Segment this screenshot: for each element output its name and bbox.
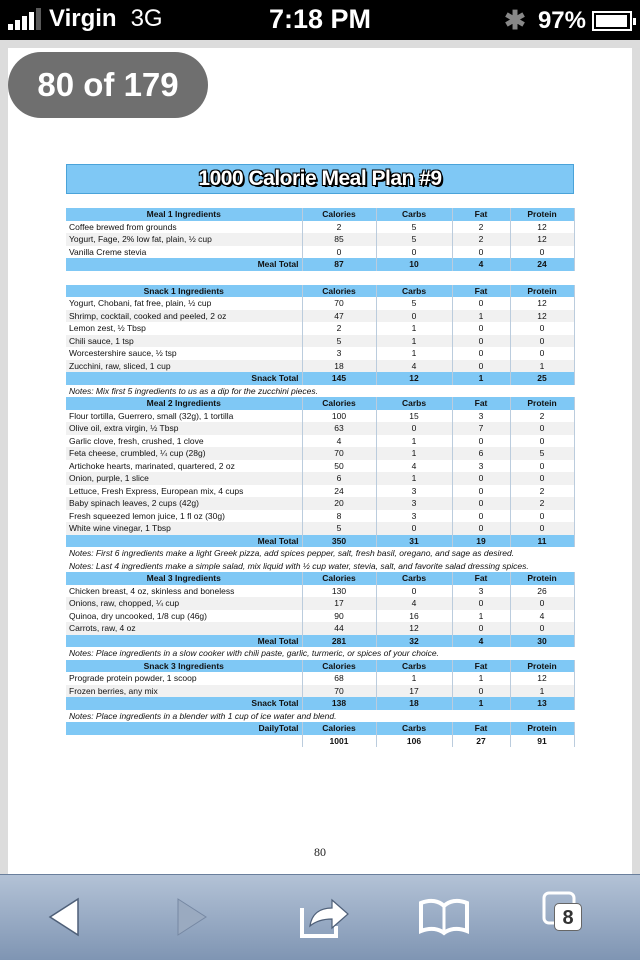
section-header: Snack 1 Ingredients xyxy=(66,285,302,298)
ingredient-name: Prograde protein powder, 1 scoop xyxy=(66,672,302,685)
protein-cell: 12 xyxy=(510,233,574,246)
fat-cell: 0 xyxy=(452,297,510,310)
ingredient-row xyxy=(66,472,574,485)
section-header-row xyxy=(66,208,574,221)
empty-cell xyxy=(66,735,302,748)
column-header: Fat xyxy=(452,285,510,298)
tabs-count: 8 xyxy=(554,903,582,931)
total-fat: 4 xyxy=(452,258,510,271)
carbs-cell: 0 xyxy=(376,310,452,323)
calories-cell: 5 xyxy=(302,335,376,348)
daily-protein: 91 xyxy=(510,735,574,748)
ingredient-name: Vanilla Creme stevia xyxy=(66,246,302,259)
total-protein: 11 xyxy=(510,535,574,548)
calories-cell: 100 xyxy=(302,410,376,423)
total-label: Meal Total xyxy=(66,535,302,548)
notes-text: Notes: Last 4 ingredients make a simple salad, mix liquid with ½ cup water, stevia, salt, and favorite salad dressing spices. xyxy=(69,560,529,571)
browser-toolbar xyxy=(0,874,640,960)
calories-cell: 2 xyxy=(302,221,376,234)
carbs-cell: 1 xyxy=(376,322,452,335)
protein-cell: 0 xyxy=(510,422,574,435)
carbs-cell: 0 xyxy=(376,585,452,598)
column-header: Protein xyxy=(510,285,574,298)
ingredient-row xyxy=(66,360,574,373)
column-header: Fat xyxy=(452,660,510,673)
fat-cell: 2 xyxy=(452,221,510,234)
total-protein: 25 xyxy=(510,372,574,385)
total-calories: 350 xyxy=(302,535,376,548)
calories-cell: 50 xyxy=(302,460,376,473)
daily-fat: 27 xyxy=(452,735,510,748)
calories-cell: 85 xyxy=(302,233,376,246)
ingredient-row xyxy=(66,310,574,323)
total-row xyxy=(66,635,574,648)
ingredient-name: Coffee brewed from grounds xyxy=(66,221,302,234)
protein-cell: 0 xyxy=(510,472,574,485)
column-header: Calories xyxy=(302,572,376,585)
total-carbs: 31 xyxy=(376,535,452,548)
protein-cell: 0 xyxy=(510,460,574,473)
protein-cell: 0 xyxy=(510,347,574,360)
back-arrow-icon xyxy=(46,897,82,937)
fat-cell: 2 xyxy=(452,233,510,246)
fat-cell: 0 xyxy=(452,435,510,448)
protein-cell: 2 xyxy=(510,497,574,510)
ingredient-row xyxy=(66,221,574,234)
carbs-cell: 0 xyxy=(376,246,452,259)
fat-cell: 0 xyxy=(452,360,510,373)
column-header: Carbs xyxy=(376,572,452,585)
ingredient-row xyxy=(66,622,574,635)
calories-cell: 70 xyxy=(302,447,376,460)
total-row xyxy=(66,697,574,710)
carbs-cell: 1 xyxy=(376,472,452,485)
total-row xyxy=(66,258,574,271)
protein-cell: 4 xyxy=(510,610,574,623)
notes-text: Notes: First 6 ingredients make a light Greek pizza, add spices pepper, salt, fresh basil, oregano, and sage as desired. xyxy=(69,548,515,559)
fat-cell: 1 xyxy=(452,672,510,685)
ingredient-row xyxy=(66,597,574,610)
ingredient-row xyxy=(66,335,574,348)
calories-cell: 8 xyxy=(302,510,376,523)
column-header: Fat xyxy=(452,572,510,585)
fat-cell: 0 xyxy=(452,522,510,535)
notes-text: Notes: Place ingredients in a blender with 1 cup of ice water and blend. xyxy=(69,710,337,721)
forward-button[interactable] xyxy=(162,889,222,945)
notes-row xyxy=(66,385,574,398)
ingredient-name: Artichoke hearts, marinated, quartered, 2 oz xyxy=(66,460,302,473)
carbs-cell: 4 xyxy=(376,460,452,473)
protein-cell: 0 xyxy=(510,335,574,348)
total-protein: 13 xyxy=(510,697,574,710)
column-header: Carbs xyxy=(376,208,452,221)
ingredient-row xyxy=(66,610,574,623)
ingredient-row xyxy=(66,510,574,523)
battery-info xyxy=(504,5,632,36)
column-header: Carbs xyxy=(376,397,452,410)
protein-cell: 5 xyxy=(510,447,574,460)
ingredient-name: Carrots, raw, 4 oz xyxy=(66,622,302,635)
calories-cell: 47 xyxy=(302,310,376,323)
ingredient-name: Shrimp, cocktail, cooked and peeled, 2 oz xyxy=(66,310,302,323)
section-header-row xyxy=(66,285,574,298)
column-header: Protein xyxy=(510,660,574,673)
ingredient-row xyxy=(66,246,574,259)
total-fat: 19 xyxy=(452,535,510,548)
protein-cell: 12 xyxy=(510,297,574,310)
protein-cell: 26 xyxy=(510,585,574,598)
network-type: 3G xyxy=(130,5,163,32)
total-protein: 24 xyxy=(510,258,574,271)
spacer-cell xyxy=(66,271,574,285)
fat-cell: 3 xyxy=(452,460,510,473)
column-header: Calories xyxy=(302,208,376,221)
total-label: Meal Total xyxy=(66,258,302,271)
ingredient-row xyxy=(66,497,574,510)
carrier-name: Virgin xyxy=(49,5,117,32)
ingredient-row xyxy=(66,347,574,360)
section-header-row xyxy=(66,572,574,585)
tabs-button[interactable] xyxy=(540,889,600,945)
section-header: Meal 3 Ingredients xyxy=(66,572,302,585)
calories-cell: 70 xyxy=(302,297,376,310)
total-label: Snack Total xyxy=(66,697,302,710)
carbs-cell: 5 xyxy=(376,297,452,310)
carbs-cell: 1 xyxy=(376,335,452,348)
spacer-cell xyxy=(66,194,574,208)
total-label: Meal Total xyxy=(66,635,302,648)
ingredient-row xyxy=(66,447,574,460)
protein-cell: 2 xyxy=(510,485,574,498)
carbs-cell: 5 xyxy=(376,221,452,234)
carbs-cell: 17 xyxy=(376,685,452,698)
calories-cell: 20 xyxy=(302,497,376,510)
forward-arrow-icon xyxy=(174,897,210,937)
ingredient-name: Chicken breast, 4 oz, skinless and boneless xyxy=(66,585,302,598)
spacer-row xyxy=(66,194,574,208)
fat-cell: 0 xyxy=(452,246,510,259)
carbs-cell: 15 xyxy=(376,410,452,423)
carbs-cell: 0 xyxy=(376,522,452,535)
carbs-cell: 3 xyxy=(376,485,452,498)
ingredient-name: Quinoa, dry uncooked, 1/8 cup (46g) xyxy=(66,610,302,623)
total-fat: 1 xyxy=(452,372,510,385)
column-header: Calories xyxy=(302,722,376,735)
daily-carbs: 106 xyxy=(376,735,452,748)
section-header: Meal 1 Ingredients xyxy=(66,208,302,221)
column-header: Carbs xyxy=(376,660,452,673)
ingredient-row xyxy=(66,522,574,535)
daily-calories: 1001 xyxy=(302,735,376,748)
fat-cell: 0 xyxy=(452,685,510,698)
ingredient-name: Zucchini, raw, sliced, 1 cup xyxy=(66,360,302,373)
ingredient-row xyxy=(66,422,574,435)
protein-cell: 1 xyxy=(510,360,574,373)
fat-cell: 0 xyxy=(452,472,510,485)
calories-cell: 18 xyxy=(302,360,376,373)
section-header-row xyxy=(66,397,574,410)
calories-cell: 90 xyxy=(302,610,376,623)
daily-total-row xyxy=(66,735,574,748)
protein-cell: 1 xyxy=(510,685,574,698)
carbs-cell: 4 xyxy=(376,597,452,610)
spacer-row xyxy=(66,271,574,285)
calories-cell: 70 xyxy=(302,685,376,698)
battery-icon xyxy=(592,11,632,31)
ingredient-name: Onions, raw, chopped, ¼ cup xyxy=(66,597,302,610)
ingredient-name: White wine vinegar, 1 Tbsp xyxy=(66,522,302,535)
calories-cell: 3 xyxy=(302,347,376,360)
total-calories: 281 xyxy=(302,635,376,648)
fat-cell: 3 xyxy=(452,585,510,598)
calories-cell: 5 xyxy=(302,522,376,535)
ingredient-row xyxy=(66,435,574,448)
protein-cell: 0 xyxy=(510,522,574,535)
total-fat: 1 xyxy=(452,697,510,710)
column-header: Fat xyxy=(452,208,510,221)
ingredient-name: Lettuce, Fresh Express, European mix, 4 cups xyxy=(66,485,302,498)
fat-cell: 1 xyxy=(452,610,510,623)
notes-text: Notes: Place ingredients in a slow cooker with chili paste, garlic, turmeric, or spices of your choice. xyxy=(69,648,439,659)
battery-percent: 97% xyxy=(537,6,586,34)
fat-cell: 7 xyxy=(452,422,510,435)
protein-cell: 12 xyxy=(510,310,574,323)
protein-cell: 0 xyxy=(510,246,574,259)
column-header: Calories xyxy=(302,397,376,410)
ingredient-name: Olive oil, extra virgin, ½ Tbsp xyxy=(66,422,302,435)
notes-row xyxy=(66,547,574,560)
book-icon xyxy=(417,897,471,937)
status-bar xyxy=(0,0,640,40)
share-button[interactable] xyxy=(294,889,354,945)
clock: 7:18 PM xyxy=(268,4,372,34)
calories-cell: 0 xyxy=(302,246,376,259)
calories-cell: 4 xyxy=(302,435,376,448)
column-header: Carbs xyxy=(376,285,452,298)
carbs-cell: 1 xyxy=(376,435,452,448)
back-button[interactable] xyxy=(34,889,94,945)
notes-row xyxy=(66,710,574,723)
column-header: Fat xyxy=(452,722,510,735)
total-calories: 138 xyxy=(302,697,376,710)
fat-cell: 0 xyxy=(452,597,510,610)
total-carbs: 12 xyxy=(376,372,452,385)
share-icon xyxy=(296,894,352,940)
ingredient-row xyxy=(66,322,574,335)
ingredient-name: Frozen berries, any mix xyxy=(66,685,302,698)
total-carbs: 18 xyxy=(376,697,452,710)
section-header-row xyxy=(66,660,574,673)
section-header: Snack 3 Ingredients xyxy=(66,660,302,673)
carbs-cell: 4 xyxy=(376,360,452,373)
meal-plan-document xyxy=(66,164,574,747)
column-header: Fat xyxy=(452,397,510,410)
page-counter: 80 of 179 xyxy=(8,52,208,118)
ingredient-name: Fresh squeezed lemon juice, 1 fl oz (30g) xyxy=(66,510,302,523)
fat-cell: 0 xyxy=(452,347,510,360)
total-calories: 87 xyxy=(302,258,376,271)
bluetooth-icon: ✱ xyxy=(504,5,526,35)
ingredient-row xyxy=(66,585,574,598)
column-header: Protein xyxy=(510,572,574,585)
carbs-cell: 1 xyxy=(376,347,452,360)
ingredient-row xyxy=(66,410,574,423)
ingredient-row xyxy=(66,460,574,473)
protein-cell: 0 xyxy=(510,597,574,610)
ingredient-name: Chili sauce, 1 tsp xyxy=(66,335,302,348)
column-header: Calories xyxy=(302,660,376,673)
protein-cell: 2 xyxy=(510,410,574,423)
total-row xyxy=(66,535,574,548)
notes-text: Notes: Mix first 5 ingredients to us as a dip for the zucchini pieces. xyxy=(69,385,318,396)
fat-cell: 0 xyxy=(452,622,510,635)
total-carbs: 10 xyxy=(376,258,452,271)
total-carbs: 32 xyxy=(376,635,452,648)
fat-cell: 0 xyxy=(452,510,510,523)
protein-cell: 12 xyxy=(510,221,574,234)
calories-cell: 44 xyxy=(302,622,376,635)
fat-cell: 6 xyxy=(452,447,510,460)
carbs-cell: 12 xyxy=(376,622,452,635)
carbs-cell: 3 xyxy=(376,497,452,510)
column-header: Protein xyxy=(510,722,574,735)
fat-cell: 0 xyxy=(452,485,510,498)
ingredient-name: Garlic clove, fresh, crushed, 1 clove xyxy=(66,435,302,448)
notes-row xyxy=(66,647,574,660)
ingredient-name: Yogurt, Chobani, fat free, plain, ½ cup xyxy=(66,297,302,310)
column-header: Protein xyxy=(510,397,574,410)
page-number: 80 xyxy=(314,845,326,859)
ingredient-row xyxy=(66,672,574,685)
carbs-cell: 1 xyxy=(376,672,452,685)
document-title: 1000 Calorie Meal Plan #9 xyxy=(66,164,574,194)
ingredient-name: Worcestershire sauce, ½ tsp xyxy=(66,347,302,360)
meal-plan-table xyxy=(66,194,575,747)
calories-cell: 6 xyxy=(302,472,376,485)
fat-cell: 0 xyxy=(452,322,510,335)
carbs-cell: 5 xyxy=(376,233,452,246)
carbs-cell: 0 xyxy=(376,422,452,435)
ingredient-name: Feta cheese, crumbled, ¼ cup (28g) xyxy=(66,447,302,460)
carbs-cell: 16 xyxy=(376,610,452,623)
bookmarks-button[interactable] xyxy=(414,889,474,945)
calories-cell: 17 xyxy=(302,597,376,610)
total-protein: 30 xyxy=(510,635,574,648)
calories-cell: 24 xyxy=(302,485,376,498)
calories-cell: 2 xyxy=(302,322,376,335)
ingredient-name: Flour tortilla, Guerrero, small (32g), 1 tortilla xyxy=(66,410,302,423)
protein-cell: 0 xyxy=(510,510,574,523)
ingredient-name: Baby spinach leaves, 2 cups (42g) xyxy=(66,497,302,510)
protein-cell: 0 xyxy=(510,435,574,448)
fat-cell: 0 xyxy=(452,497,510,510)
column-header: Carbs xyxy=(376,722,452,735)
calories-cell: 130 xyxy=(302,585,376,598)
total-calories: 145 xyxy=(302,372,376,385)
ingredient-name: Onion, purple, 1 slice xyxy=(66,472,302,485)
total-row xyxy=(66,372,574,385)
ingredient-row xyxy=(66,485,574,498)
calories-cell: 68 xyxy=(302,672,376,685)
fat-cell: 1 xyxy=(452,310,510,323)
ingredient-name: Yogurt, Fage, 2% low fat, plain, ½ cup xyxy=(66,233,302,246)
ingredient-name: Lemon zest, ½ Tbsp xyxy=(66,322,302,335)
carbs-cell: 1 xyxy=(376,447,452,460)
ingredient-row xyxy=(66,685,574,698)
section-header: Meal 2 Ingredients xyxy=(66,397,302,410)
ingredient-row xyxy=(66,233,574,246)
column-header: Protein xyxy=(510,208,574,221)
carbs-cell: 3 xyxy=(376,510,452,523)
fat-cell: 3 xyxy=(452,410,510,423)
total-label: Snack Total xyxy=(66,372,302,385)
total-fat: 4 xyxy=(452,635,510,648)
protein-cell: 0 xyxy=(510,322,574,335)
daily-total-header-row xyxy=(66,722,574,735)
notes-row xyxy=(66,560,574,573)
column-header: Calories xyxy=(302,285,376,298)
daily-total-label: DailyTotal xyxy=(66,722,302,735)
fat-cell: 0 xyxy=(452,335,510,348)
calories-cell: 63 xyxy=(302,422,376,435)
protein-cell: 12 xyxy=(510,672,574,685)
protein-cell: 0 xyxy=(510,622,574,635)
ingredient-row xyxy=(66,297,574,310)
